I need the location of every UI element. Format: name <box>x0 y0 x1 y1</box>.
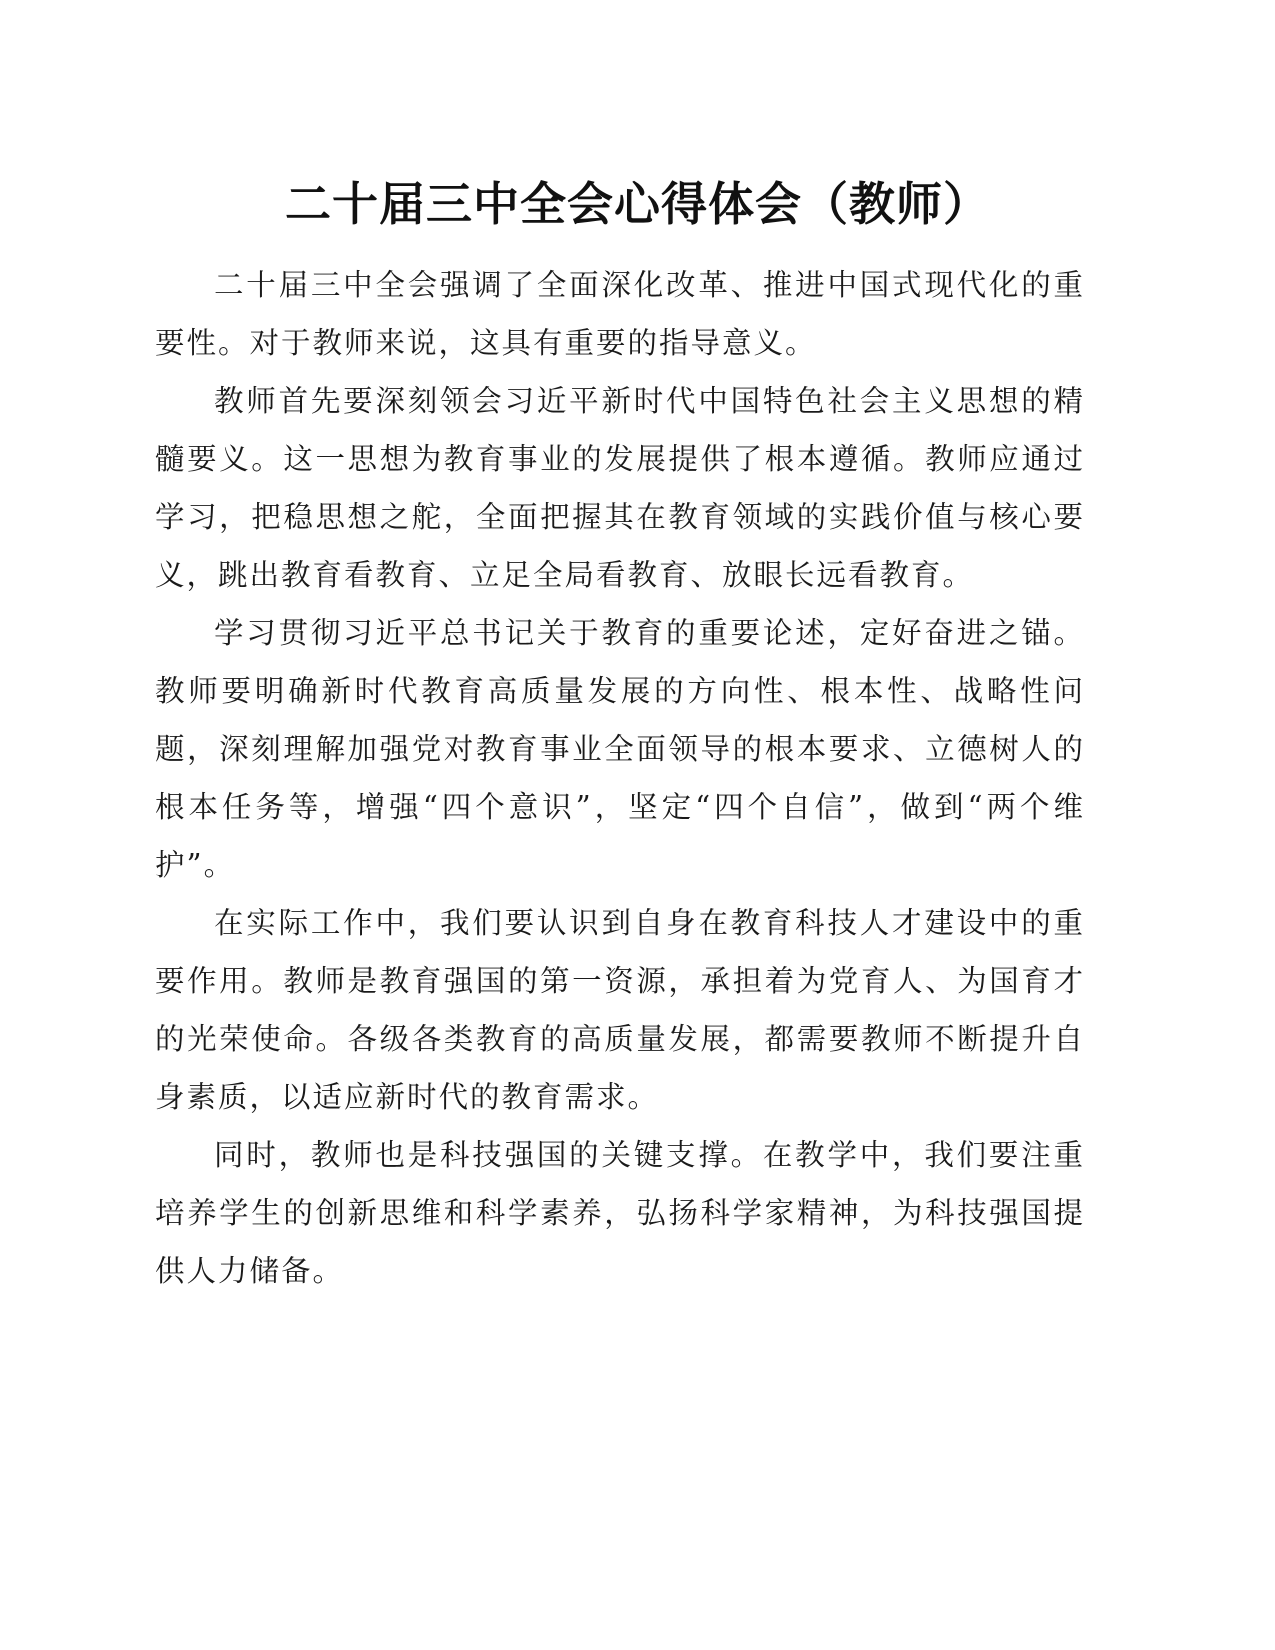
document-title: 二十届三中全会心得体会（教师） <box>285 177 990 231</box>
paragraph-4: 在实际工作中，我们要认识到自身在教育科技人才建设中的重要作用。教师是教育强国的第一资源，承担着为党育人、为国育才的光荣使命。各级各类教育的高质量发展，都需要教师不断提升自身素质，以适应新时代的教育需求。 <box>155 906 1085 1114</box>
paragraph-2: 教师首先要深刻领会习近平新时代中国特色社会主义思想的精髓要义。这一思想为教育事业的发展提供了根本遵循。教师应通过学习，把稳思想之舵，全面把握其在教育领域的实践价值与核心要义，跳出教育看教育、立足全局看教育、放眼长远看教育。 <box>155 384 1085 592</box>
paragraph-1: 二十届三中全会强调了全面深化改革、推进中国式现代化的重要性。对于教师来说，这具有重要的指导意义。 <box>155 268 1085 360</box>
document-body <box>155 256 1085 1300</box>
paragraph-5: 同时，教师也是科技强国的关键支撑。在教学中，我们要注重培养学生的创新思维和科学素养，弘扬科学家精神，为科技强国提供人力储备。 <box>155 1138 1085 1288</box>
paragraph-3: 学习贯彻习近平总书记关于教育的重要论述，定好奋进之锚。教师要明确新时代教育高质量发展的方向性、根本性、战略性问题，深刻理解加强党对教育事业全面领导的根本要求、立德树人的根本任务等，增强“四个意识”，坚定“四个自信”，做到“两个维护”。 <box>155 616 1085 882</box>
